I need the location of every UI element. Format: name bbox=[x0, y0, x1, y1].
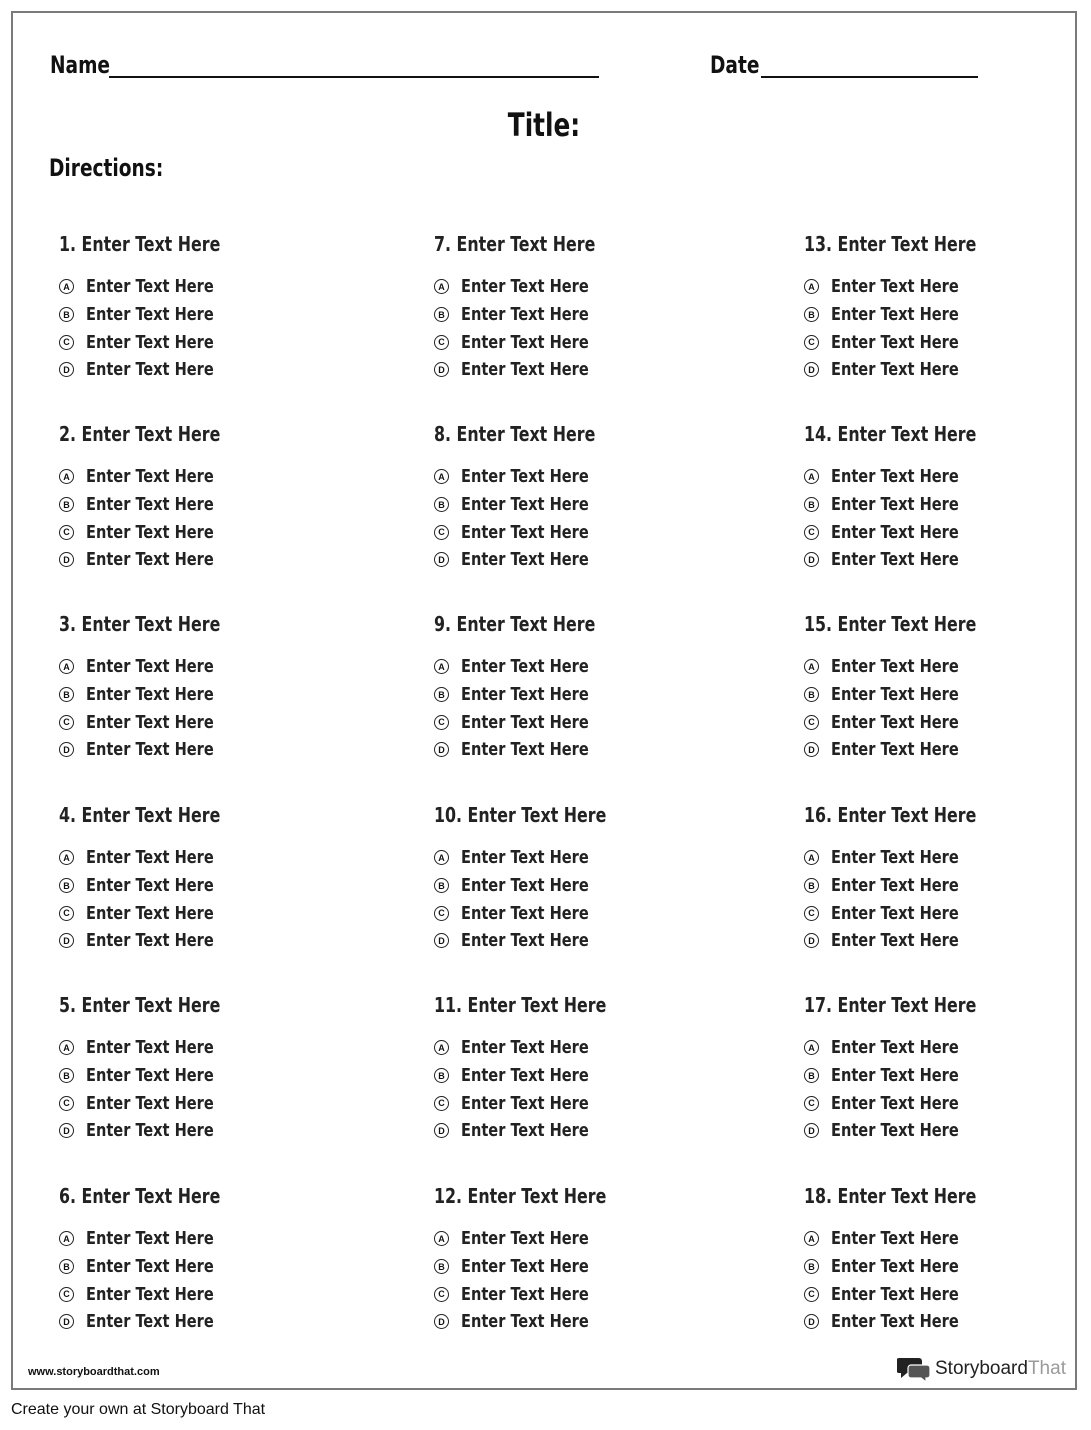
letter-circle-icon[interactable]: A bbox=[804, 659, 819, 674]
answer-option-text: Enter Text Here bbox=[831, 1283, 959, 1305]
letter-circle-icon[interactable]: A bbox=[804, 469, 819, 484]
question-text[interactable]: 6. Enter Text Here bbox=[59, 1184, 221, 1208]
answer-option[interactable] bbox=[434, 1225, 734, 1253]
question-text[interactable]: 3. Enter Text Here bbox=[59, 612, 221, 636]
question-item bbox=[59, 802, 359, 955]
letter-circle-icon[interactable]: B bbox=[59, 497, 74, 512]
question-text[interactable]: 12. Enter Text Here bbox=[434, 1184, 607, 1208]
answer-option[interactable] bbox=[804, 1062, 1091, 1090]
question-item bbox=[804, 1183, 1091, 1336]
answer-option[interactable] bbox=[434, 273, 734, 301]
answer-option[interactable] bbox=[804, 1034, 1091, 1062]
answer-option[interactable] bbox=[434, 1308, 734, 1336]
letter-circle-icon[interactable]: B bbox=[434, 307, 449, 322]
answer-option[interactable] bbox=[434, 301, 734, 329]
question-text[interactable]: 4. Enter Text Here bbox=[59, 803, 221, 827]
question-text[interactable]: 10. Enter Text Here bbox=[434, 803, 607, 827]
answer-option-text: Enter Text Here bbox=[86, 711, 214, 733]
answer-option[interactable] bbox=[434, 1089, 734, 1117]
answer-option-text: Enter Text Here bbox=[86, 521, 214, 543]
answer-option[interactable] bbox=[804, 491, 1091, 519]
answer-option-text: Enter Text Here bbox=[461, 1311, 589, 1333]
question-item bbox=[59, 992, 359, 1145]
answer-option-text: Enter Text Here bbox=[831, 875, 959, 897]
letter-circle-icon[interactable]: D bbox=[804, 742, 819, 757]
answer-option[interactable] bbox=[59, 546, 359, 574]
answer-option[interactable] bbox=[434, 356, 734, 384]
answer-option-text: Enter Text Here bbox=[831, 494, 959, 516]
question-text[interactable]: 15. Enter Text Here bbox=[804, 612, 977, 636]
answer-option-text: Enter Text Here bbox=[831, 656, 959, 678]
question-text[interactable]: 16. Enter Text Here bbox=[804, 803, 977, 827]
letter-circle-icon[interactable]: B bbox=[434, 687, 449, 702]
letter-circle-icon[interactable]: A bbox=[59, 659, 74, 674]
answer-option[interactable] bbox=[804, 899, 1091, 927]
letter-circle-icon[interactable]: A bbox=[59, 469, 74, 484]
question-text[interactable]: 7. Enter Text Here bbox=[434, 232, 596, 256]
letter-circle-icon[interactable]: C bbox=[804, 335, 819, 350]
answer-option[interactable] bbox=[59, 1280, 359, 1308]
letter-circle-icon[interactable]: C bbox=[804, 525, 819, 540]
answer-options bbox=[434, 463, 734, 574]
answer-option-text: Enter Text Here bbox=[86, 466, 214, 488]
letter-circle-icon[interactable]: D bbox=[804, 362, 819, 377]
answer-option-text: Enter Text Here bbox=[461, 331, 589, 353]
letter-circle-icon[interactable]: A bbox=[59, 850, 74, 865]
letter-circle-icon[interactable]: D bbox=[804, 1314, 819, 1329]
answer-option-text: Enter Text Here bbox=[461, 1283, 589, 1305]
answer-option-text: Enter Text Here bbox=[831, 684, 959, 706]
letter-circle-icon[interactable]: B bbox=[804, 307, 819, 322]
answer-option[interactable] bbox=[59, 356, 359, 384]
letter-circle-icon[interactable]: B bbox=[804, 1259, 819, 1274]
date-field-line[interactable] bbox=[761, 76, 978, 78]
answer-option[interactable] bbox=[804, 708, 1091, 736]
letter-circle-icon[interactable]: D bbox=[434, 1123, 449, 1138]
answer-options bbox=[59, 463, 359, 574]
answer-options bbox=[804, 463, 1091, 574]
letter-circle-icon[interactable]: C bbox=[434, 335, 449, 350]
question-item bbox=[59, 421, 359, 574]
answer-option-text: Enter Text Here bbox=[831, 521, 959, 543]
question-text[interactable]: 18. Enter Text Here bbox=[804, 1184, 977, 1208]
answer-option-text: Enter Text Here bbox=[86, 494, 214, 516]
letter-circle-icon[interactable]: C bbox=[434, 525, 449, 540]
answer-option[interactable] bbox=[434, 899, 734, 927]
answer-options bbox=[434, 273, 734, 384]
letter-circle-icon[interactable]: C bbox=[804, 1287, 819, 1302]
website-url: www.storyboardthat.com bbox=[28, 1366, 160, 1378]
letter-circle-icon[interactable]: B bbox=[434, 1259, 449, 1274]
answer-option[interactable] bbox=[804, 1308, 1091, 1336]
answer-option-text: Enter Text Here bbox=[831, 739, 959, 761]
logo-wordmark bbox=[935, 1358, 1066, 1380]
letter-circle-icon[interactable]: D bbox=[804, 552, 819, 567]
answer-option[interactable] bbox=[434, 1280, 734, 1308]
answer-options bbox=[804, 844, 1091, 955]
create-your-own-link[interactable]: Create your own at Storyboard That bbox=[11, 1401, 266, 1418]
answer-option-text: Enter Text Here bbox=[461, 847, 589, 869]
answer-option-text: Enter Text Here bbox=[86, 1228, 214, 1250]
answer-option[interactable] bbox=[434, 518, 734, 546]
letter-circle-icon[interactable]: D bbox=[434, 742, 449, 757]
answer-option-text: Enter Text Here bbox=[461, 1065, 589, 1087]
answer-option[interactable] bbox=[804, 872, 1091, 900]
worksheet-title: Title: bbox=[507, 106, 581, 144]
answer-option-text: Enter Text Here bbox=[461, 466, 589, 488]
logo-word-storyboard: Storyboard bbox=[935, 1358, 1028, 1379]
letter-circle-icon[interactable]: C bbox=[59, 335, 74, 350]
letter-circle-icon[interactable]: A bbox=[434, 1040, 449, 1055]
answer-options bbox=[434, 1225, 734, 1336]
letter-circle-icon[interactable]: D bbox=[434, 933, 449, 948]
name-label: Name bbox=[50, 51, 111, 79]
answer-option-text: Enter Text Here bbox=[86, 1065, 214, 1087]
answer-option-text: Enter Text Here bbox=[831, 1228, 959, 1250]
directions-label: Directions: bbox=[49, 154, 164, 182]
answer-option[interactable] bbox=[59, 1034, 359, 1062]
storyboardthat-logo bbox=[897, 1356, 1066, 1382]
letter-circle-icon[interactable]: D bbox=[804, 933, 819, 948]
letter-circle-icon[interactable]: D bbox=[59, 362, 74, 377]
letter-circle-icon[interactable]: C bbox=[804, 1096, 819, 1111]
answer-option-text: Enter Text Here bbox=[461, 1037, 589, 1059]
answer-option-text: Enter Text Here bbox=[831, 1256, 959, 1278]
question-text[interactable]: 13. Enter Text Here bbox=[804, 232, 977, 256]
answer-option[interactable] bbox=[59, 927, 359, 955]
answer-option-text: Enter Text Here bbox=[461, 1228, 589, 1250]
answer-options bbox=[59, 1034, 359, 1145]
answer-option-text: Enter Text Here bbox=[86, 276, 214, 298]
answer-option[interactable] bbox=[434, 1117, 734, 1145]
answer-option[interactable] bbox=[804, 1089, 1091, 1117]
question-text[interactable]: 17. Enter Text Here bbox=[804, 993, 977, 1017]
letter-circle-icon[interactable]: B bbox=[59, 878, 74, 893]
answer-options bbox=[59, 844, 359, 955]
answer-options bbox=[59, 1225, 359, 1336]
answer-option-text: Enter Text Here bbox=[86, 1256, 214, 1278]
answer-option[interactable] bbox=[804, 546, 1091, 574]
letter-circle-icon[interactable]: D bbox=[59, 1314, 74, 1329]
answer-option[interactable] bbox=[59, 463, 359, 491]
letter-circle-icon[interactable]: A bbox=[434, 469, 449, 484]
letter-circle-icon[interactable]: D bbox=[434, 552, 449, 567]
answer-options bbox=[59, 273, 359, 384]
answer-option-text: Enter Text Here bbox=[86, 304, 214, 326]
question-item bbox=[804, 421, 1091, 574]
answer-option[interactable] bbox=[804, 518, 1091, 546]
answer-option[interactable] bbox=[59, 1225, 359, 1253]
question-item bbox=[59, 1183, 359, 1336]
letter-circle-icon[interactable]: C bbox=[434, 906, 449, 921]
speech-bubbles-icon bbox=[897, 1356, 931, 1382]
answer-option-text: Enter Text Here bbox=[461, 656, 589, 678]
letter-circle-icon[interactable]: C bbox=[804, 906, 819, 921]
worksheet-page bbox=[11, 11, 1077, 1390]
answer-option[interactable] bbox=[804, 328, 1091, 356]
answer-option[interactable] bbox=[804, 356, 1091, 384]
letter-circle-icon[interactable]: C bbox=[59, 715, 74, 730]
answer-option[interactable] bbox=[434, 653, 734, 681]
answer-option-text: Enter Text Here bbox=[831, 1120, 959, 1142]
answer-option[interactable] bbox=[804, 927, 1091, 955]
answer-options bbox=[804, 1225, 1091, 1336]
answer-option-text: Enter Text Here bbox=[461, 549, 589, 571]
answer-option-text: Enter Text Here bbox=[831, 331, 959, 353]
answer-option[interactable] bbox=[804, 681, 1091, 709]
question-text[interactable]: 9. Enter Text Here bbox=[434, 612, 596, 636]
answer-option-text: Enter Text Here bbox=[86, 684, 214, 706]
answer-option[interactable] bbox=[59, 1117, 359, 1145]
answer-option-text: Enter Text Here bbox=[831, 304, 959, 326]
name-field-line[interactable] bbox=[109, 76, 599, 78]
answer-option-text: Enter Text Here bbox=[461, 711, 589, 733]
answer-options bbox=[434, 653, 734, 764]
answer-option-text: Enter Text Here bbox=[86, 331, 214, 353]
letter-circle-icon[interactable]: B bbox=[59, 1068, 74, 1083]
question-item bbox=[804, 231, 1091, 384]
answer-option-text: Enter Text Here bbox=[461, 739, 589, 761]
answer-option-text: Enter Text Here bbox=[461, 521, 589, 543]
answer-option-text: Enter Text Here bbox=[86, 930, 214, 952]
answer-option[interactable] bbox=[434, 927, 734, 955]
letter-circle-icon[interactable]: B bbox=[804, 687, 819, 702]
letter-circle-icon[interactable]: C bbox=[59, 1287, 74, 1302]
answer-option[interactable] bbox=[59, 899, 359, 927]
question-item bbox=[434, 231, 734, 384]
answer-option-text: Enter Text Here bbox=[461, 276, 589, 298]
answer-option-text: Enter Text Here bbox=[86, 1283, 214, 1305]
answer-option-text: Enter Text Here bbox=[831, 1065, 959, 1087]
letter-circle-icon[interactable]: D bbox=[434, 1314, 449, 1329]
answer-option-text: Enter Text Here bbox=[461, 359, 589, 381]
answer-option-text: Enter Text Here bbox=[831, 847, 959, 869]
letter-circle-icon[interactable]: A bbox=[434, 1231, 449, 1246]
letter-circle-icon[interactable]: C bbox=[434, 1096, 449, 1111]
question-item bbox=[59, 611, 359, 764]
answer-option[interactable] bbox=[59, 273, 359, 301]
answer-option-text: Enter Text Here bbox=[86, 1037, 214, 1059]
letter-circle-icon[interactable]: B bbox=[434, 497, 449, 512]
letter-circle-icon[interactable]: A bbox=[434, 279, 449, 294]
answer-option[interactable] bbox=[59, 844, 359, 872]
letter-circle-icon[interactable]: D bbox=[59, 552, 74, 567]
answer-option-text: Enter Text Here bbox=[831, 1092, 959, 1114]
letter-circle-icon[interactable]: B bbox=[59, 307, 74, 322]
letter-circle-icon[interactable]: A bbox=[804, 1040, 819, 1055]
answer-option[interactable] bbox=[804, 653, 1091, 681]
answer-option[interactable] bbox=[434, 736, 734, 764]
answer-option[interactable] bbox=[804, 1253, 1091, 1281]
answer-option-text: Enter Text Here bbox=[831, 1037, 959, 1059]
answer-option[interactable] bbox=[59, 1062, 359, 1090]
answer-options bbox=[804, 1034, 1091, 1145]
letter-circle-icon[interactable]: C bbox=[804, 715, 819, 730]
logo-word-that: That bbox=[1027, 1358, 1066, 1379]
letter-circle-icon[interactable]: C bbox=[59, 1096, 74, 1111]
letter-circle-icon[interactable]: A bbox=[434, 659, 449, 674]
question-item bbox=[434, 992, 734, 1145]
answer-option-text: Enter Text Here bbox=[831, 549, 959, 571]
answer-option-text: Enter Text Here bbox=[831, 930, 959, 952]
answer-options bbox=[804, 653, 1091, 764]
answer-option-text: Enter Text Here bbox=[461, 1256, 589, 1278]
answer-option-text: Enter Text Here bbox=[86, 656, 214, 678]
letter-circle-icon[interactable]: B bbox=[804, 497, 819, 512]
answer-option[interactable] bbox=[804, 273, 1091, 301]
answer-option[interactable] bbox=[434, 463, 734, 491]
answer-option-text: Enter Text Here bbox=[461, 902, 589, 924]
answer-option-text: Enter Text Here bbox=[86, 847, 214, 869]
answer-option[interactable] bbox=[59, 301, 359, 329]
answer-option[interactable] bbox=[804, 1225, 1091, 1253]
answer-option[interactable] bbox=[804, 301, 1091, 329]
question-item bbox=[59, 231, 359, 384]
answer-option[interactable] bbox=[434, 328, 734, 356]
answer-option-text: Enter Text Here bbox=[831, 902, 959, 924]
answer-option-text: Enter Text Here bbox=[86, 1120, 214, 1142]
question-text[interactable]: 2. Enter Text Here bbox=[59, 422, 221, 446]
answer-option-text: Enter Text Here bbox=[86, 739, 214, 761]
letter-circle-icon[interactable]: A bbox=[434, 850, 449, 865]
letter-circle-icon[interactable]: B bbox=[59, 687, 74, 702]
question-text[interactable]: 5. Enter Text Here bbox=[59, 993, 221, 1017]
letter-circle-icon[interactable]: B bbox=[804, 878, 819, 893]
letter-circle-icon[interactable]: C bbox=[434, 715, 449, 730]
answer-option-text: Enter Text Here bbox=[831, 466, 959, 488]
answer-option[interactable] bbox=[434, 491, 734, 519]
answer-option-text: Enter Text Here bbox=[461, 930, 589, 952]
letter-circle-icon[interactable]: D bbox=[59, 1123, 74, 1138]
answer-option[interactable] bbox=[59, 518, 359, 546]
letter-circle-icon[interactable]: A bbox=[59, 1231, 74, 1246]
date-label: Date bbox=[710, 51, 760, 79]
letter-circle-icon[interactable]: A bbox=[804, 279, 819, 294]
letter-circle-icon[interactable]: D bbox=[59, 742, 74, 757]
answer-options bbox=[434, 844, 734, 955]
answer-option[interactable] bbox=[434, 681, 734, 709]
question-item bbox=[804, 802, 1091, 955]
question-item bbox=[804, 611, 1091, 764]
answer-option-text: Enter Text Here bbox=[461, 684, 589, 706]
answer-option[interactable] bbox=[59, 1089, 359, 1117]
answer-option[interactable] bbox=[804, 844, 1091, 872]
answer-option-text: Enter Text Here bbox=[461, 1120, 589, 1142]
answer-option-text: Enter Text Here bbox=[461, 1092, 589, 1114]
answer-option[interactable] bbox=[59, 491, 359, 519]
answer-option[interactable] bbox=[59, 872, 359, 900]
letter-circle-icon[interactable]: A bbox=[804, 1231, 819, 1246]
letter-circle-icon[interactable]: A bbox=[804, 850, 819, 865]
letter-circle-icon[interactable]: B bbox=[434, 878, 449, 893]
answer-option[interactable] bbox=[59, 736, 359, 764]
answer-option-text: Enter Text Here bbox=[461, 304, 589, 326]
answer-options bbox=[59, 653, 359, 764]
answer-option-text: Enter Text Here bbox=[86, 1311, 214, 1333]
answer-option[interactable] bbox=[59, 708, 359, 736]
answer-option[interactable] bbox=[434, 1253, 734, 1281]
question-item bbox=[434, 611, 734, 764]
letter-circle-icon[interactable]: A bbox=[59, 279, 74, 294]
answer-option-text: Enter Text Here bbox=[831, 359, 959, 381]
answer-option-text: Enter Text Here bbox=[831, 1311, 959, 1333]
answer-option[interactable] bbox=[804, 1280, 1091, 1308]
answer-option[interactable] bbox=[434, 546, 734, 574]
answer-option-text: Enter Text Here bbox=[831, 276, 959, 298]
question-text[interactable]: 8. Enter Text Here bbox=[434, 422, 596, 446]
answer-option-text: Enter Text Here bbox=[461, 875, 589, 897]
letter-circle-icon[interactable]: D bbox=[434, 362, 449, 377]
letter-circle-icon[interactable]: B bbox=[804, 1068, 819, 1083]
question-text[interactable]: 11. Enter Text Here bbox=[434, 993, 607, 1017]
letter-circle-icon[interactable]: C bbox=[59, 906, 74, 921]
answer-option[interactable] bbox=[804, 463, 1091, 491]
question-item bbox=[434, 421, 734, 574]
question-item bbox=[434, 1183, 734, 1336]
letter-circle-icon[interactable]: B bbox=[434, 1068, 449, 1083]
answer-options bbox=[804, 273, 1091, 384]
answer-option-text: Enter Text Here bbox=[86, 1092, 214, 1114]
answer-option[interactable] bbox=[434, 1062, 734, 1090]
letter-circle-icon[interactable]: D bbox=[59, 933, 74, 948]
letter-circle-icon[interactable]: D bbox=[804, 1123, 819, 1138]
answer-option[interactable] bbox=[59, 653, 359, 681]
answer-option-text: Enter Text Here bbox=[831, 711, 959, 733]
answer-option-text: Enter Text Here bbox=[86, 549, 214, 571]
answer-option-text: Enter Text Here bbox=[461, 494, 589, 516]
letter-circle-icon[interactable]: B bbox=[59, 1259, 74, 1274]
letter-circle-icon[interactable]: A bbox=[59, 1040, 74, 1055]
question-item bbox=[434, 802, 734, 955]
answer-option-text: Enter Text Here bbox=[86, 902, 214, 924]
answer-option[interactable] bbox=[59, 1253, 359, 1281]
letter-circle-icon[interactable]: C bbox=[434, 1287, 449, 1302]
question-text[interactable]: 1. Enter Text Here bbox=[59, 232, 221, 256]
answer-option[interactable] bbox=[434, 708, 734, 736]
question-item bbox=[804, 992, 1091, 1145]
answer-option[interactable] bbox=[434, 1034, 734, 1062]
answer-option[interactable] bbox=[59, 681, 359, 709]
letter-circle-icon[interactable]: C bbox=[59, 525, 74, 540]
answer-option[interactable] bbox=[59, 328, 359, 356]
answer-option[interactable] bbox=[434, 872, 734, 900]
question-text[interactable]: 14. Enter Text Here bbox=[804, 422, 977, 446]
answer-option[interactable] bbox=[59, 1308, 359, 1336]
answer-option[interactable] bbox=[804, 736, 1091, 764]
answer-option-text: Enter Text Here bbox=[86, 875, 214, 897]
answer-option[interactable] bbox=[804, 1117, 1091, 1145]
answer-option-text: Enter Text Here bbox=[86, 359, 214, 381]
answer-option[interactable] bbox=[434, 844, 734, 872]
answer-options bbox=[434, 1034, 734, 1145]
